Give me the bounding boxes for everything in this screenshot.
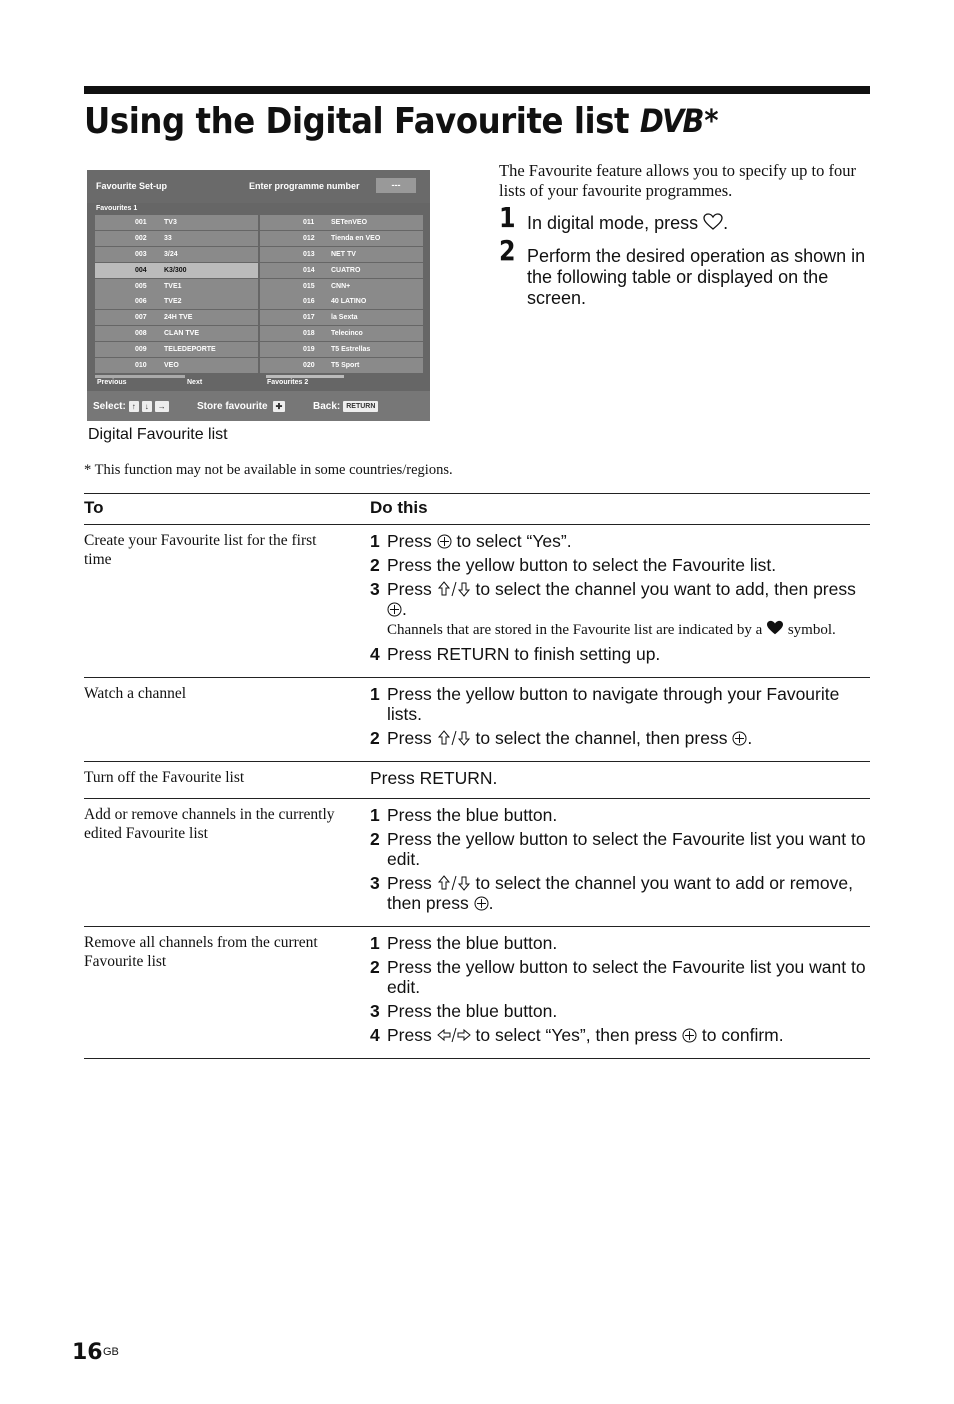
header-to: To	[84, 494, 370, 525]
step-number: 1	[370, 531, 380, 551]
channel-number: 010	[135, 362, 147, 370]
nav-next: Next	[187, 379, 203, 386]
step-number: 1	[370, 933, 380, 953]
up-down-arrow-icon	[437, 730, 471, 746]
to-cell: Remove all channels from the current Favourite list	[84, 927, 370, 1059]
step-text: Press the blue button.	[387, 805, 558, 825]
channel-row	[95, 294, 258, 309]
do-this-cell	[370, 525, 870, 678]
channel-row	[260, 215, 423, 230]
channel-number: 007	[135, 314, 147, 322]
step-number: 1	[370, 805, 380, 825]
channel-name: T5 Sport	[331, 362, 360, 370]
step-text-cont: to select “Yes”, then press	[475, 1025, 678, 1045]
ok-button-icon	[387, 602, 402, 617]
channel-name: K3/300	[164, 266, 187, 274]
channel-number: 008	[135, 330, 147, 338]
step-text: Perform the desired operation as shown in the following table or displayed on the screen.	[527, 246, 866, 308]
return-key-label: RETURN	[343, 401, 378, 412]
channel-column-right	[260, 215, 423, 374]
step-text: Press	[387, 579, 432, 599]
instruction-step	[370, 728, 870, 748]
channel-number: 002	[135, 234, 147, 242]
screen-nav	[95, 376, 425, 388]
channel-row	[95, 215, 258, 230]
channel-number: 006	[135, 298, 147, 306]
to-cell: Create your Favourite list for the first time	[84, 525, 370, 678]
table-row	[84, 678, 870, 762]
channel-name: SETenVEO	[331, 219, 368, 226]
step-1	[499, 201, 869, 234]
do-this-cell	[370, 762, 870, 799]
channel-number: 020	[303, 362, 315, 370]
channel-row	[95, 310, 258, 325]
screen-header-prompt: Enter programme number	[249, 181, 360, 191]
channel-name: NET TV	[331, 250, 356, 258]
page-number: 16	[72, 1340, 103, 1365]
to-cell: Turn off the Favourite list	[84, 762, 370, 799]
channel-row	[260, 247, 423, 262]
step-text: Press the yellow button to select the Favourite list you want to edit.	[387, 829, 866, 869]
instruction-step	[370, 805, 870, 825]
ok-button-icon	[474, 896, 489, 911]
channel-name: TVE2	[164, 298, 182, 306]
do-this-cell	[370, 927, 870, 1059]
instruction-step	[370, 957, 870, 997]
step-number: 2	[370, 728, 380, 748]
channel-number: 017	[303, 314, 315, 322]
channel-row	[260, 263, 423, 278]
table-row	[84, 799, 870, 927]
instruction-step	[370, 684, 870, 724]
favourite-setup-screen	[87, 170, 430, 421]
ok-key-icon: ✚	[273, 401, 286, 412]
instruction-list	[370, 684, 870, 748]
header-do-this: Do this	[370, 494, 870, 525]
instruction-step	[370, 933, 870, 953]
footer-select-label: Select:	[93, 401, 126, 412]
up-down-arrow-icon	[437, 875, 471, 891]
do-this-cell	[370, 799, 870, 927]
step-number: 2	[370, 957, 380, 977]
footer-store	[197, 401, 285, 412]
channel-number: 015	[303, 282, 315, 290]
operations-table	[84, 493, 870, 1059]
channel-row	[260, 310, 423, 325]
channel-name: CUATRO	[331, 266, 361, 274]
nav-previous: Previous	[97, 379, 127, 386]
step-text: Press	[387, 873, 432, 893]
note-text: Channels that are stored in the Favourite list are indicated by a	[387, 622, 763, 638]
step-number: 1	[370, 684, 380, 704]
step-text: Press the blue button.	[387, 933, 558, 953]
instruction-step	[370, 829, 870, 869]
channel-column-left	[95, 215, 258, 374]
channel-name: Tienda en VEO	[331, 234, 381, 242]
nav-favourites-2: Favourites 2	[267, 379, 309, 386]
to-cell: Add or remove channels in the currently edited Favourite list	[84, 799, 370, 927]
heart-filled-icon	[766, 620, 784, 636]
note-text-end: symbol.	[787, 622, 836, 638]
channel-name: 40 LATINO	[331, 298, 367, 306]
channel-number: 019	[303, 346, 315, 354]
footnote: * This function may not be available in some countries/regions.	[84, 462, 453, 478]
channel-name: 3/24	[164, 250, 178, 258]
channel-name: la Sexta	[331, 314, 358, 322]
step-number: 4	[370, 1025, 380, 1045]
instruction-step	[370, 644, 870, 664]
step-number: 2	[370, 829, 380, 849]
step-note	[387, 620, 870, 640]
channel-number: 004	[135, 266, 147, 274]
figure-caption: Digital Favourite list	[88, 426, 228, 443]
step-text: Press	[387, 1025, 432, 1045]
channel-name: CNN+	[331, 282, 351, 290]
title-asterisk: *	[704, 103, 719, 139]
channel-name: 24H TVE	[164, 314, 193, 322]
step-text-end: .	[723, 213, 729, 233]
step-number: 3	[370, 579, 380, 599]
ok-button-icon	[437, 534, 452, 549]
down-arrow-icon: ↓	[142, 401, 152, 412]
step-text: Press the yellow button to select the Favourite list you want to edit.	[387, 957, 866, 997]
channel-number: 009	[135, 346, 147, 354]
step-number: 2	[370, 555, 380, 575]
page-title-text: Using the Digital Favourite list	[84, 100, 630, 142]
channel-row	[260, 279, 423, 294]
channel-row	[260, 294, 423, 309]
step-number: 1	[499, 201, 516, 234]
step-text: Press RETURN to finish setting up.	[387, 644, 661, 664]
step-number: 4	[370, 644, 380, 664]
step-text-cont: to select the channel you want to add, then press	[475, 579, 856, 599]
channel-row	[260, 231, 423, 246]
instruction-step	[370, 531, 870, 551]
channel-number: 011	[303, 219, 315, 226]
instruction-list	[370, 531, 870, 664]
table-row	[84, 762, 870, 799]
page-region: GB	[103, 1346, 119, 1358]
instruction-step	[370, 873, 870, 913]
channel-name: VEO	[164, 362, 179, 370]
step-text: In digital mode, press	[527, 213, 699, 233]
instruction-step	[370, 555, 870, 575]
up-down-arrow-icon	[437, 581, 471, 597]
channel-name: CLAN TVE	[164, 330, 199, 338]
step-text-cont: to select “Yes”.	[456, 531, 572, 551]
step-text: Press	[387, 531, 432, 551]
channel-row	[260, 326, 423, 341]
step-text: Press	[387, 728, 432, 748]
right-arrow-icon: →	[155, 401, 169, 412]
channel-name: Telecinco	[331, 330, 363, 338]
favourites-list-title: Favourites 1	[96, 205, 138, 212]
channel-row	[260, 358, 423, 373]
step-text-cont: to select the channel you want to add or remove, then press	[387, 873, 853, 913]
ok-button-icon	[732, 731, 747, 746]
channel-number: 001	[135, 219, 147, 226]
heart-outline-icon	[703, 213, 723, 231]
channel-row	[95, 263, 258, 278]
step-text-end: to confirm.	[701, 1025, 784, 1045]
title-rule	[84, 86, 870, 94]
instruction-list	[370, 933, 870, 1045]
screen-header-title: Favourite Set-up	[96, 181, 168, 191]
step-text-cont: to select the channel, then press	[475, 728, 728, 748]
intro-text: The Favourite feature allows you to specify up to four lists of your favourite programmes.	[499, 161, 856, 200]
instruction-step	[370, 1025, 870, 1045]
step-number: 2	[499, 234, 516, 267]
channel-row	[95, 358, 258, 373]
to-cell: Watch a channel	[84, 678, 370, 762]
step-2	[499, 234, 869, 309]
channel-row	[95, 231, 258, 246]
up-arrow-icon: ↑	[129, 401, 139, 412]
channel-name: TELEDEPORTE	[164, 346, 216, 354]
channel-name: TVE1	[164, 282, 182, 290]
footer-back	[313, 401, 378, 412]
instruction-list	[370, 805, 870, 913]
footer-select	[93, 401, 169, 412]
channel-name: T5 Estrellas	[331, 346, 371, 354]
ok-button-icon	[682, 1028, 697, 1043]
step-text-end: .	[488, 893, 494, 913]
screen-header	[87, 170, 430, 203]
dvb-logo: DVB	[639, 102, 703, 140]
step-text-end: .	[747, 728, 753, 748]
footer-store-label: Store favourite	[197, 401, 268, 412]
table-row	[84, 927, 870, 1059]
channel-number: 013	[303, 250, 315, 258]
channel-number: 018	[303, 330, 315, 338]
channel-row	[95, 342, 258, 357]
do-this-cell	[370, 678, 870, 762]
channel-number: 016	[303, 298, 315, 306]
step-text-end: .	[402, 599, 407, 619]
channel-number: 005	[135, 282, 147, 290]
channel-number: 014	[303, 266, 315, 274]
left-right-arrow-icon	[437, 1027, 471, 1043]
channel-name: 33	[164, 234, 172, 242]
channel-row	[95, 279, 258, 294]
step-number: 3	[370, 1001, 380, 1021]
step-number: 3	[370, 873, 380, 893]
channel-number: 012	[303, 234, 315, 242]
step-text: Press the blue button.	[387, 1001, 558, 1021]
channel-row	[95, 247, 258, 262]
footer-back-label: Back:	[313, 401, 341, 412]
page-title	[84, 96, 718, 146]
channel-name: TV3	[164, 219, 177, 226]
channel-number: 003	[135, 250, 147, 258]
step-text: Press the yellow button to select the Favourite list.	[387, 555, 777, 575]
step-text: Press the yellow button to navigate through your Favourite lists.	[387, 684, 840, 724]
channel-row	[95, 326, 258, 341]
screen-footer	[87, 391, 430, 421]
table-row	[84, 525, 870, 678]
programme-number-box: ---	[376, 178, 416, 193]
instruction-text: Press RETURN.	[370, 768, 498, 788]
instruction-step	[370, 579, 870, 640]
instruction-step	[370, 1001, 870, 1021]
channel-row	[260, 342, 423, 357]
